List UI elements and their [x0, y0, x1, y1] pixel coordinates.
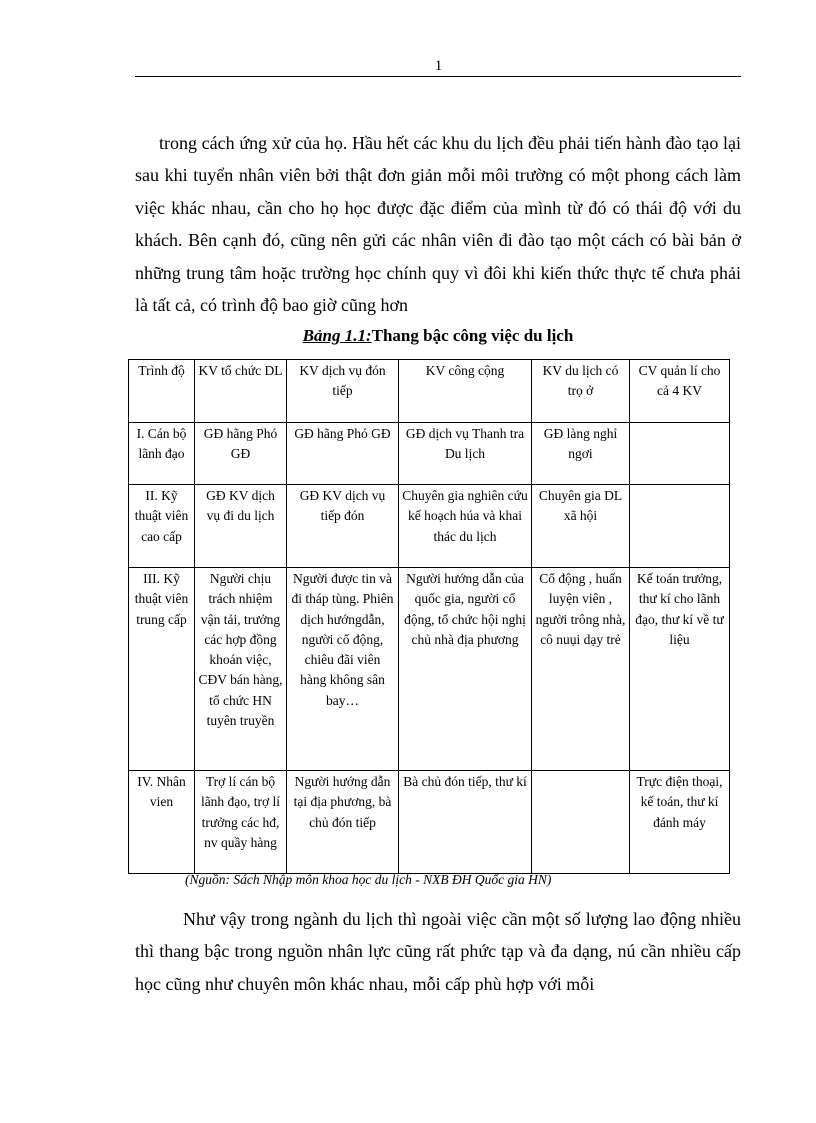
header-cell: KV du lịch có trọ ở — [532, 360, 630, 423]
table-cell: Trợ lí cán bộ lãnh đạo, trợ lí trưởng các hđ, nv quầy hàng — [195, 771, 287, 874]
table-cell: GĐ dịch vụ Thanh tra Du lịch — [399, 423, 532, 485]
header-cell: Trình độ — [129, 360, 195, 423]
table-cell: III. Kỹ thuật viên trung cấp — [129, 568, 195, 771]
table-cell: GĐ hãng Phó GĐ — [287, 423, 399, 485]
header-cell: KV tổ chức DL — [195, 360, 287, 423]
table-cell: Chuyên gia DL xã hội — [532, 485, 630, 568]
table-cell — [630, 423, 730, 485]
table-cell: Bà chủ đón tiếp, thư kí — [399, 771, 532, 874]
body-paragraph-1: trong cách ứng xử của họ. Hầu hết các khu du lịch đều phải tiến hành đào tạo lại sau khi tuyển nhân viên bởi thật đơn giản mỗi môi trường có một phong cách làm việc khác nhau, cần cho họ học được đặc điểm của mình từ đó có thái độ với du khách. Bên cạnh đó, cũng nên gửi các nhân viên đi đào tạo một cách có bài bản ở những trung tâm hoặc trường học chính quy vì đôi khi kiến thức thực tế chưa phải là tất cả, có trình độ bao giờ cũng hơn — [135, 133, 741, 316]
header-cell: KV công cộng — [399, 360, 532, 423]
table-cell: GĐ hãng Phó GĐ — [195, 423, 287, 485]
table-row — [129, 423, 730, 485]
table-cell: Chuyên gia nghiên cứu kế hoạch húa và khai thác du lịch — [399, 485, 532, 568]
table-row — [129, 771, 730, 874]
table-cell: I. Cán bộ lãnh đạo — [129, 423, 195, 485]
table-cell: IV. Nhân vien — [129, 771, 195, 874]
table-cell: Cổ động , huấn luyện viên , người trông nhà, cô nuụi dạy trẻ — [532, 568, 630, 771]
table-cell: II. Kỹ thuật viên cao cấp — [129, 485, 195, 568]
table-row — [129, 485, 730, 568]
header-cell: CV quản lí cho cả 4 KV — [630, 360, 730, 423]
career-ladder-table — [128, 359, 730, 874]
table-caption — [135, 326, 741, 346]
table-source-note: (Nguồn: Sách Nhập môn khoa học du lịch - NXB ĐH Quốc gia HN) — [185, 872, 552, 887]
table-cell: Trực điện thoại, kế toán, thư kí đánh máy — [630, 771, 730, 874]
table-cell: Người hướng dẫn tại địa phương, bà chủ đón tiếp — [287, 771, 399, 874]
table-caption-title: Thang bậc công việc du lịch — [371, 326, 574, 345]
table-row — [129, 568, 730, 771]
table-cell: Kế toán trưởng, thư kí cho lãnh đạo, thư kí về tư liệu — [630, 568, 730, 771]
page-number: 1 — [434, 58, 443, 74]
table-cell: Người chịu trách nhiệm vận tải, trưởng các hợp đồng khoán việc, CĐV bán hàng, tổ chức HN tuyên truyền — [195, 568, 287, 771]
table-cell — [630, 485, 730, 568]
table-caption-label: Bảng 1.1: — [302, 326, 372, 345]
table-cell: Người được tin và đi tháp tùng. Phiên dịch hướngdẫn, người cổ động, chiêu đãi viên hàng không sân bay… — [287, 568, 399, 771]
table-cell: GĐ KV dịch vụ đi du lịch — [195, 485, 287, 568]
header-cell: KV dịch vụ đón tiếp — [287, 360, 399, 423]
table-cell — [532, 771, 630, 874]
body-paragraph-2: Như vậy trong ngành du lịch thì ngoài việc cần một số lượng lao động nhiều thì thang bậc trong nguồn nhân lực cũng rất phức tạp và đa dạng, nú cần nhiều cấp học cũng như chuyên môn khác nhau, mỗi cấp phù hợp với mỗi — [135, 909, 741, 994]
table-cell: Người hướng dẫn của quốc gia, người cổ động, tổ chức hội nghị chủ nhà địa phương — [399, 568, 532, 771]
table-header-row — [129, 360, 730, 423]
table-cell: GĐ KV dịch vụ tiếp đón — [287, 485, 399, 568]
header-divider — [135, 76, 741, 77]
table-cell: GĐ làng nghỉ ngơi — [532, 423, 630, 485]
